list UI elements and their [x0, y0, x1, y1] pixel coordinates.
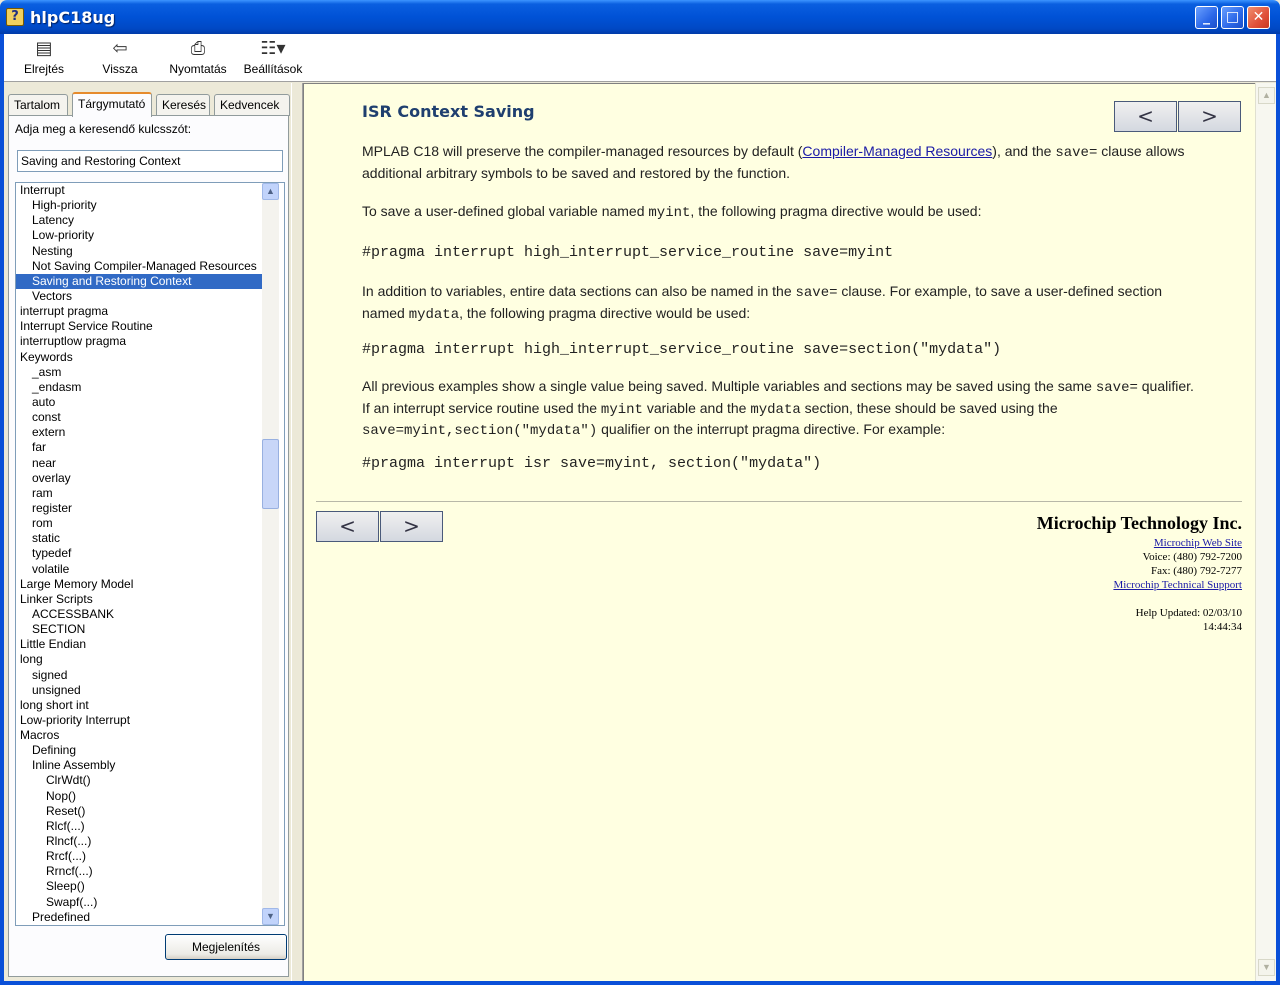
help-updated: Help Updated: 02/03/10 — [1135, 607, 1242, 619]
index-item[interactable]: Swapf(...) — [46, 894, 98, 909]
index-panel — [8, 115, 289, 977]
back-arrow-icon: ⇦ — [112, 38, 128, 59]
text: clause allows additional arbitrary symbols to be saved and restored by the function. — [362, 143, 1185, 181]
paragraph-sections — [362, 282, 1202, 325]
index-item[interactable]: SECTION — [32, 622, 86, 637]
code-inline: mydata — [408, 306, 460, 323]
pane-splitter[interactable] — [291, 83, 303, 981]
text: To save a user-defined global variable named — [362, 203, 649, 219]
index-item[interactable]: Rrcf(...) — [46, 849, 86, 864]
paragraph-intro — [362, 142, 1202, 183]
text: In addition to variables, entire data sections can also be named in the — [362, 283, 796, 299]
index-item[interactable]: signed — [32, 667, 68, 682]
index-item[interactable]: register — [32, 500, 73, 515]
index-scrollbar[interactable] — [262, 183, 279, 925]
options-label: Beállítások — [243, 62, 303, 76]
index-item[interactable]: Rrncf(...) — [46, 864, 93, 879]
index-item[interactable]: Little Endian — [20, 637, 87, 652]
index-item[interactable]: Vectors — [32, 288, 73, 303]
print-button[interactable] — [166, 36, 230, 80]
index-item[interactable]: typedef — [32, 546, 72, 561]
index-item[interactable]: volatile — [32, 561, 70, 576]
scroll-down-icon[interactable]: ▼ — [1258, 959, 1275, 976]
index-item[interactable]: Macros — [20, 728, 60, 743]
back-label: Vissza — [102, 62, 138, 76]
keyword-input[interactable] — [17, 150, 283, 172]
index-item[interactable]: Keywords — [20, 349, 73, 364]
index-item[interactable]: ram — [32, 485, 53, 500]
window-title: hlpC18ug — [30, 8, 116, 27]
index-item[interactable]: long short int — [20, 697, 89, 712]
paragraph-variable — [362, 202, 1202, 224]
code-example-3: #pragma interrupt isr save=myint, section("mydata") — [362, 455, 822, 472]
index-item[interactable]: Nop() — [46, 788, 77, 803]
text: , the following pragma directive would be used: — [690, 203, 982, 219]
tab-contents[interactable]: Tartalom — [8, 94, 68, 116]
index-item[interactable]: Interrupt — [20, 183, 65, 197]
text: qualifier on the interrupt pragma directive. For example: — [597, 421, 946, 437]
maximize-icon: □ — [1225, 9, 1240, 25]
technical-support-link[interactable]: Microchip Technical Support — [1113, 579, 1242, 591]
index-item[interactable]: Saving and Restoring Context — [16, 274, 262, 289]
index-item[interactable]: Nesting — [32, 243, 73, 258]
voice-number: Voice: (480) 792-7200 — [1142, 551, 1242, 563]
index-item[interactable]: far — [32, 440, 47, 455]
next-topic-button-top[interactable]: > — [1178, 101, 1241, 132]
web-site-link[interactable]: Microchip Web Site — [1153, 537, 1242, 549]
help-updated-time: 14:44:34 — [1202, 621, 1242, 633]
help-file-icon: ? — [6, 8, 24, 26]
text: ), and the — [992, 143, 1056, 159]
title-bar[interactable] — [0, 0, 1280, 34]
text: qualifier. If an interrupt service routine used the — [362, 378, 1194, 416]
code-inline: save= — [1095, 380, 1138, 396]
code-example-1: #pragma interrupt high_interrupt_service_routine save=myint — [362, 244, 894, 261]
display-button[interactable]: Megjelenítés — [165, 934, 287, 960]
index-item[interactable]: Predefined — [32, 909, 91, 924]
index-item[interactable]: interruptlow pragma — [20, 334, 127, 349]
text: section, these should be saved using the — [800, 399, 1058, 416]
back-button[interactable] — [96, 36, 144, 80]
content-divider — [316, 501, 1242, 502]
index-item[interactable]: long — [20, 652, 43, 667]
index-item[interactable]: static — [32, 531, 61, 546]
scroll-up-icon[interactable]: ▲ — [262, 183, 279, 200]
nav-tabs — [8, 92, 288, 116]
code-inline: save= — [795, 285, 838, 301]
scroll-down-icon[interactable]: ▼ — [262, 908, 279, 925]
tab-search[interactable]: Keresés — [156, 94, 210, 116]
printer-icon: ⎙ — [190, 38, 206, 59]
index-item[interactable]: Not Saving Compiler-Managed Resources — [32, 258, 257, 273]
paragraph-multiple — [362, 377, 1202, 442]
code-example-2: #pragma interrupt high_interrupt_service_routine save=section("mydata") — [362, 341, 1002, 358]
index-item[interactable]: Defining — [32, 743, 77, 758]
close-icon: ✕ — [1252, 9, 1265, 25]
next-topic-button-bottom[interactable]: > — [380, 511, 443, 542]
toolbar — [4, 34, 1276, 82]
index-item[interactable]: High-priority — [32, 198, 97, 213]
footer — [944, 512, 1242, 634]
index-item[interactable]: extern — [32, 425, 66, 440]
index-item[interactable]: Sleep() — [46, 879, 85, 894]
index-item[interactable]: rom — [32, 516, 53, 531]
text: variable and the — [642, 399, 751, 416]
prev-topic-button-bottom[interactable]: < — [316, 511, 379, 542]
index-item[interactable]: const — [32, 410, 61, 425]
close-button[interactable] — [1247, 6, 1270, 29]
index-item[interactable]: _endasm — [32, 379, 82, 394]
index-items — [16, 183, 262, 925]
index-item[interactable]: Interrupt Service Routine — [20, 319, 153, 334]
hide-button[interactable] — [20, 36, 68, 80]
index-item[interactable]: ACCESSBANK — [32, 606, 115, 621]
options-button[interactable] — [240, 36, 306, 80]
text: clause. For example, to save a user-defined section named — [362, 283, 1163, 321]
code-inline: save= — [1055, 145, 1098, 161]
index-item[interactable]: overlay — [32, 470, 71, 485]
index-item[interactable]: ClrWdt() — [46, 773, 91, 788]
index-item[interactable]: unsigned — [32, 682, 81, 697]
index-item[interactable]: _asm — [32, 364, 62, 379]
index-item[interactable]: Rlncf(...) — [46, 834, 92, 849]
navigation-pane — [4, 83, 291, 981]
scroll-thumb[interactable] — [262, 439, 279, 509]
tab-index[interactable]: Tárgymutató — [72, 92, 152, 117]
minimize-icon: _ — [1203, 9, 1210, 25]
window-frame-right — [1276, 34, 1280, 985]
prev-topic-button-top[interactable]: < — [1114, 101, 1177, 132]
code-inline: save=myint,section("mydata") — [362, 423, 598, 439]
content-scrollbar[interactable] — [1255, 83, 1276, 981]
topic-content — [303, 83, 1255, 981]
index-item[interactable]: interrupt pragma — [20, 304, 109, 319]
text: , the following pragma directive would be used: — [459, 304, 751, 321]
hide-label: Elrejtés — [23, 62, 64, 76]
scroll-up-icon[interactable]: ▲ — [1258, 87, 1275, 104]
print-label: Nyomtatás — [169, 62, 227, 76]
index-item[interactable]: Rlcf(...) — [46, 818, 85, 833]
index-list[interactable] — [15, 182, 285, 926]
code-inline: myint — [648, 205, 691, 221]
index-item[interactable]: Linker Scripts — [20, 591, 93, 606]
index-item[interactable]: Reset() — [46, 803, 86, 818]
compiler-managed-resources-link[interactable]: Compiler-Managed Resources — [802, 143, 993, 159]
window-frame-bottom — [0, 981, 1280, 985]
index-item[interactable]: Inline Assembly — [32, 758, 116, 773]
index-item[interactable]: auto — [32, 394, 56, 409]
hide-pane-icon: ▤ — [35, 38, 53, 59]
options-icon: ☷▾ — [260, 38, 286, 59]
text: All previous examples show a single value being saved. Multiple variables and sections may be saved using the same — [362, 378, 1096, 394]
page-title: ISR Context Saving — [362, 102, 535, 121]
index-item[interactable]: Large Memory Model — [20, 576, 134, 591]
keyword-label: Adja meg a keresendő kulcsszót: — [15, 122, 192, 136]
maximize-button[interactable] — [1221, 6, 1244, 29]
fax-number: Fax: (480) 792-7277 — [1150, 565, 1242, 577]
company-name: Microchip Technology Inc. — [1036, 513, 1242, 533]
code-inline: myint — [600, 401, 643, 418]
index-item[interactable]: near — [32, 455, 57, 470]
index-item[interactable]: Latency — [32, 213, 75, 228]
index-item[interactable]: Low-priority Interrupt — [20, 712, 131, 727]
tab-favorites[interactable]: Kedvencek — [214, 94, 290, 116]
index-item[interactable]: Low-priority — [32, 228, 95, 243]
code-inline: mydata — [750, 401, 801, 418]
text: MPLAB C18 will preserve the compiler-managed resources by default ( — [362, 143, 803, 159]
minimize-button[interactable] — [1195, 6, 1218, 29]
